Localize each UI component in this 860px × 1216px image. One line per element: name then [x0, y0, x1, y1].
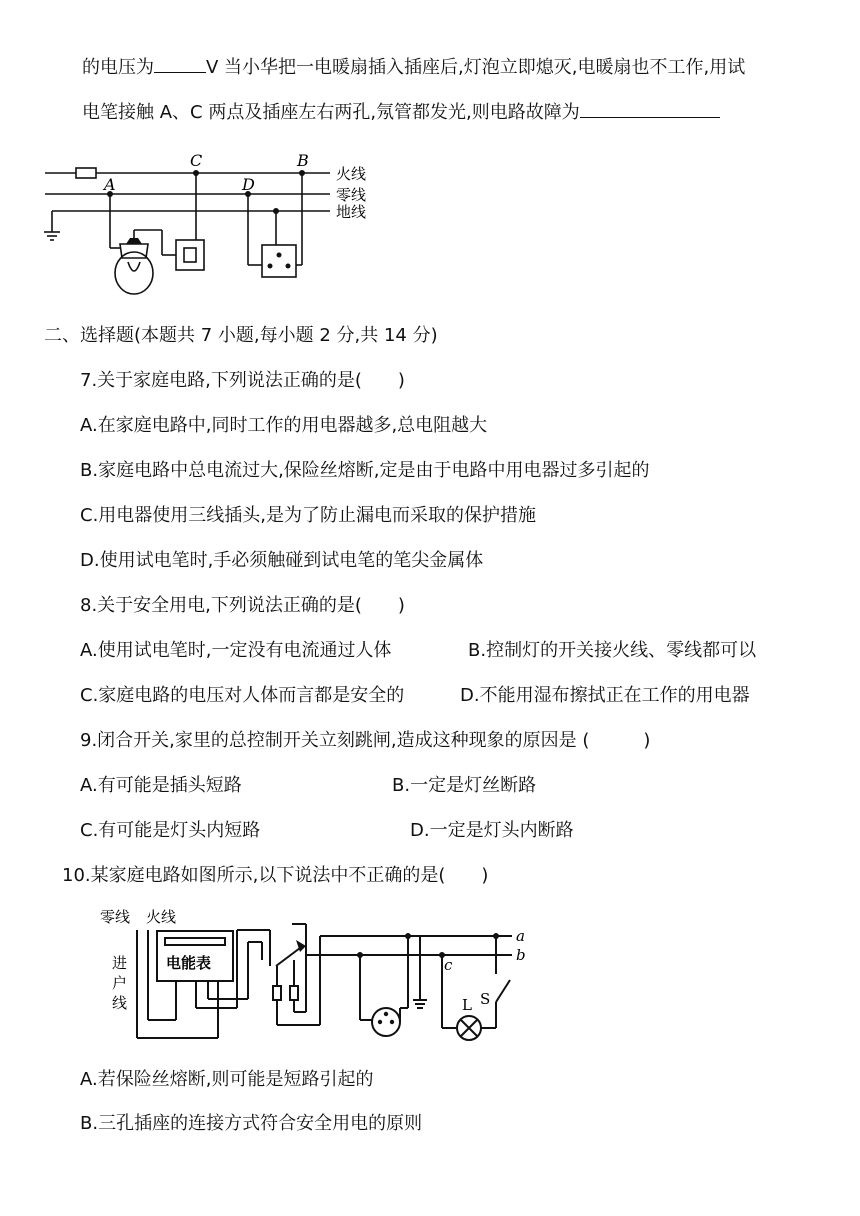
q8-option-a[interactable]: A.使用试电笔时,一定没有电流通过人体	[80, 640, 392, 661]
label-live-wire: 火线	[336, 165, 367, 183]
label-neutral-wire: 零线	[336, 186, 367, 204]
q8-option-b[interactable]: B.控制灯的开关接火线、零线都可以	[468, 640, 757, 661]
q8-stem: 8.关于安全用电,下列说法正确的是( )	[80, 595, 405, 616]
q8-option-c[interactable]: C.家庭电路的电压对人体而言都是安全的	[80, 685, 405, 706]
label-d: D	[242, 175, 255, 194]
label-entry-1: 进	[112, 954, 128, 972]
q9-option-d[interactable]: D.一定是灯头内断路	[410, 820, 574, 841]
q7-option-c[interactable]: C.用电器使用三线插头,是为了防止漏电而采取的保护措施	[80, 505, 537, 526]
q9-option-c[interactable]: C.有可能是灯头内短路	[80, 820, 261, 841]
q8-option-d[interactable]: D.不能用湿布擦拭正在工作的用电器	[460, 685, 750, 706]
q7-option-b[interactable]: B.家庭电路中总电流过大,保险丝熔断,定是由于电路中用电器过多引起的	[80, 460, 650, 481]
section-heading: 二、选择题(本题共 7 小题,每小题 2 分,共 14 分)	[44, 325, 438, 346]
q7-option-d[interactable]: D.使用试电笔时,手必须触碰到试电笔的笔尖金属体	[80, 550, 484, 571]
label-meter: 电能表	[166, 954, 212, 972]
label-c: C	[190, 151, 203, 170]
q9-option-b[interactable]: B.一定是灯丝断路	[392, 775, 537, 796]
label-b: B	[297, 151, 309, 170]
q10-option-a[interactable]: A.若保险丝熔断,则可能是短路引起的	[80, 1069, 374, 1090]
q9-stem: 9.闭合开关,家里的总控制开关立刻跳闸,造成这种现象的原因是 ( )	[80, 730, 651, 751]
q7-option-a[interactable]: A.在家庭电路中,同时工作的用电器越多,总电阻越大	[80, 415, 488, 436]
label-entry-3: 线	[112, 994, 128, 1012]
label-entry-2: 户	[112, 974, 128, 992]
q9-option-a[interactable]: A.有可能是插头短路	[80, 775, 242, 796]
label-neutral: 零线	[100, 908, 131, 926]
figure-1-circuit	[0, 0, 860, 310]
q6-text-prefix: 的电压为	[82, 57, 154, 78]
q10-option-b[interactable]: B.三孔插座的连接方式符合安全用电的原则	[80, 1113, 423, 1134]
q10-stem: 10.某家庭电路如图所示,以下说法中不正确的是( )	[62, 865, 489, 886]
figure-2-circuit	[0, 900, 860, 1060]
label-lamp: L	[462, 996, 472, 1014]
label-c-node: c	[444, 956, 453, 974]
label-b-line: b	[516, 946, 526, 964]
label-live: 火线	[146, 908, 177, 926]
q6-text-line2: 电笔接触 A、C 两点及插座左右两孔,氖管都发光,则电路故障为	[82, 102, 580, 123]
label-a: A	[104, 175, 116, 194]
label-switch: S	[480, 990, 491, 1008]
q6-text-mid: V 当小华把一电暖扇插入插座后,灯泡立即熄灭,电暖扇也不工作,用试	[206, 57, 746, 78]
q7-stem: 7.关于家庭电路,下列说法正确的是( )	[80, 370, 405, 391]
label-a-line: a	[516, 927, 525, 945]
label-earth-wire: 地线	[336, 203, 367, 221]
